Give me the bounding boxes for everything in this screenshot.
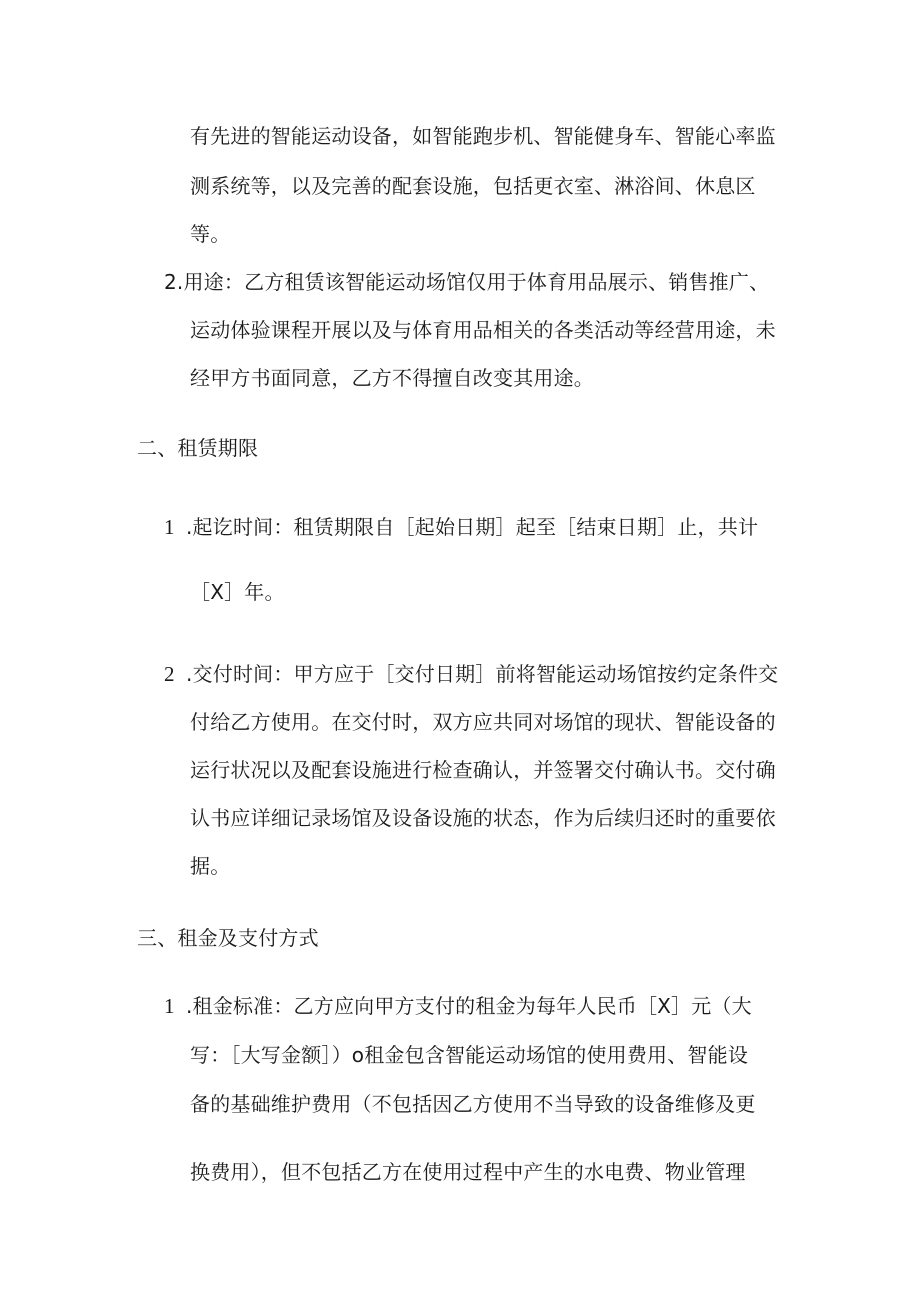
item-number: 2 xyxy=(164,662,175,686)
item-number: 1 xyxy=(164,515,175,539)
paragraph-line: 经甲方书面同意，乙方不得擅自改变其用途。 xyxy=(190,366,594,390)
paragraph-line: 换费用），但不包括乙方在使用过程中产生的水电费、物业管理 xyxy=(190,1160,746,1184)
paragraph-line: 据。 xyxy=(190,854,231,878)
paragraph-line: .租金标准：乙方应向甲方支付的租金为每年人民币［X］元（大 xyxy=(186,994,752,1018)
paragraph-line: .交付时间：甲方应于［交付日期］前将智能运动场馆按约定条件交 xyxy=(186,662,779,686)
paragraph-line: 付给乙方使用。在交付时，双方应共同对场馆的现状、智能设备的 xyxy=(190,710,776,734)
paragraph-line: 备的基础维护费用（不包括因乙方使用不当导致的设备维修及更 xyxy=(190,1092,756,1116)
paragraph-line: 运行状况以及配套设施进行检查确认，并签署交付确认书。交付确 xyxy=(190,758,776,782)
paragraph-line: 写：［大写金额］）o租金包含智能运动场馆的使用费用、智能设 xyxy=(190,1043,749,1067)
section-heading-lease-term: 二、租赁期限 xyxy=(137,436,259,460)
paragraph-line: 认书应详细记录场馆及设备设施的状态，作为后续归还时的重要依 xyxy=(190,806,776,830)
paragraph-line: 运动体验课程开展以及与体育用品相关的各类活动等经营用途，未 xyxy=(190,318,776,342)
paragraph-line: 等。 xyxy=(190,222,231,246)
section-heading-rent-payment: 三、租金及支付方式 xyxy=(137,926,319,950)
paragraph-line: 测系统等，以及完善的配套设施，包括更衣室、淋浴间、休息区 xyxy=(190,174,756,198)
paragraph-line: 有先进的智能运动设备，如智能跑步机、智能健身车、智能心率监 xyxy=(190,124,776,148)
paragraph-line: 2.用途：乙方租赁该智能运动场馆仅用于体育用品展示、销售推广、 xyxy=(164,270,770,294)
paragraph-line: ［X］年。 xyxy=(190,580,285,604)
paragraph-line: .起讫时间：租赁期限自［起始日期］起至［结束日期］止，共计 xyxy=(186,515,759,539)
item-number: 1 xyxy=(164,994,175,1018)
